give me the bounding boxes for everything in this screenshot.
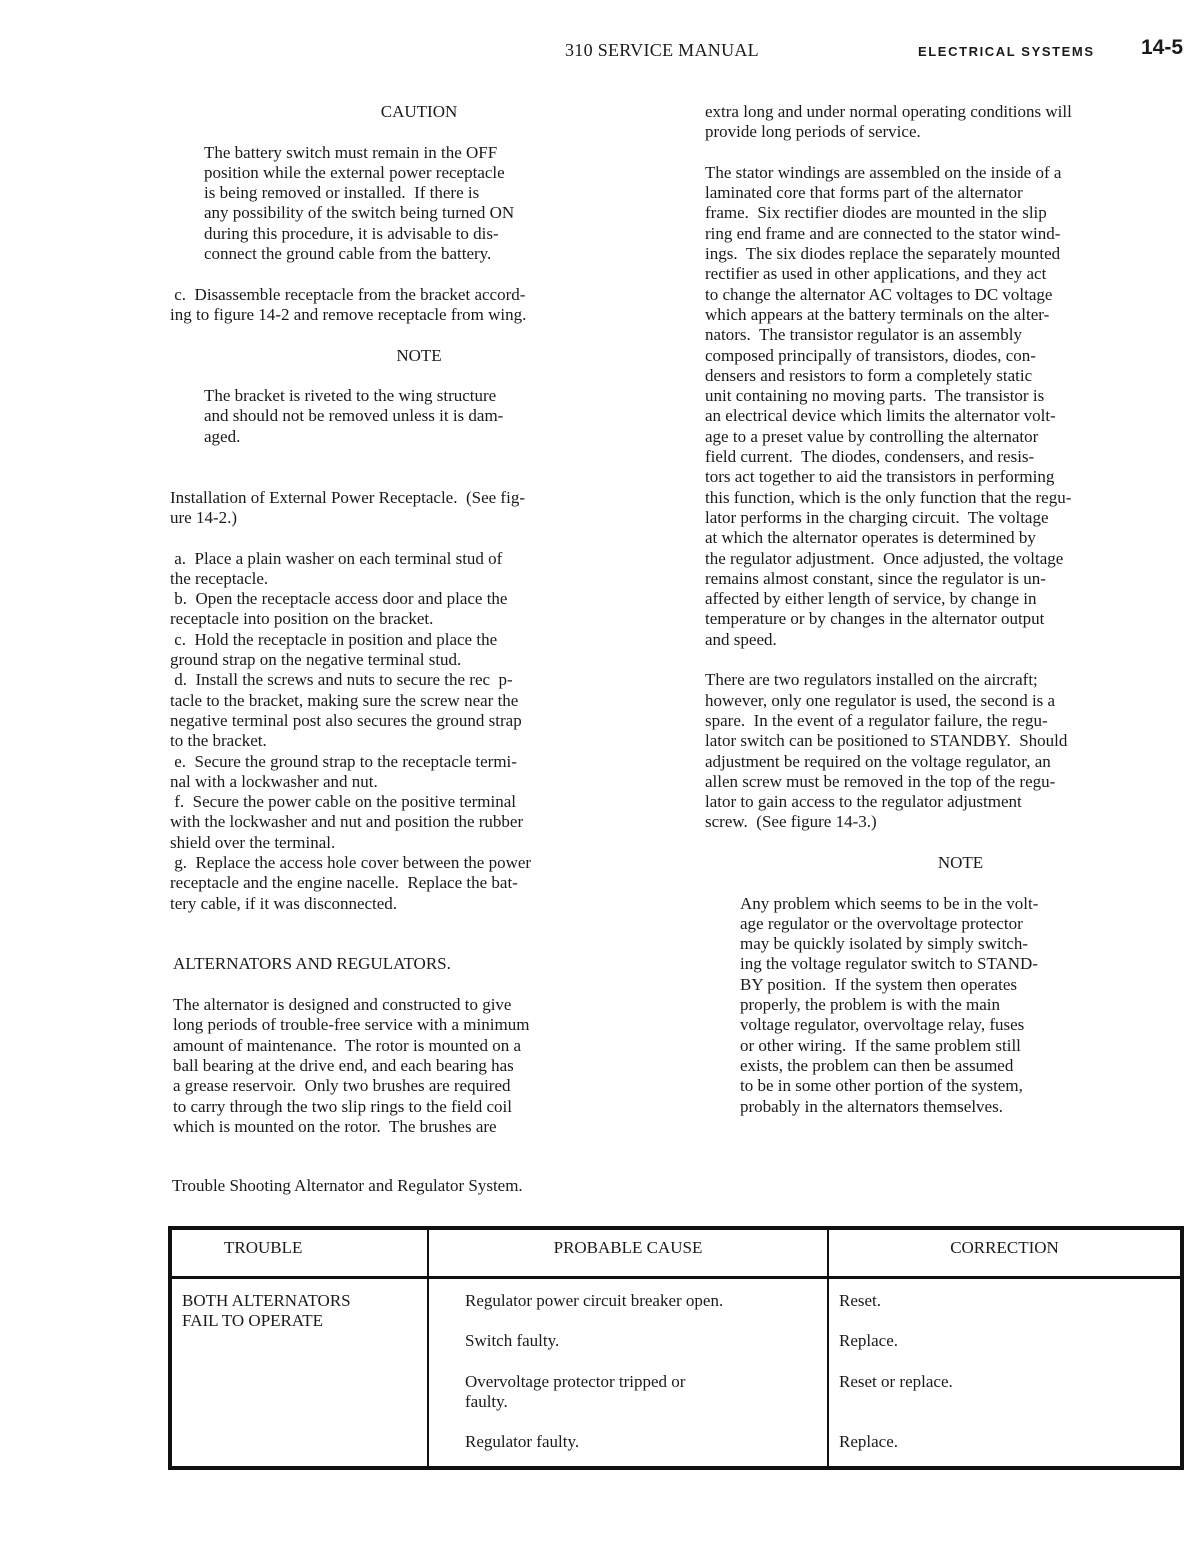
text-line: may be quickly isolated by simply switch- <box>740 934 1029 954</box>
text-line: ring end frame and are connected to the stator wind- <box>705 223 1061 243</box>
text-line: a grease reservoir. Only two brushes are required <box>173 1076 511 1096</box>
text-line: during this procedure, it is advisable to dis- <box>204 223 499 243</box>
text-line: nal with a lockwasher and nut. <box>170 771 378 791</box>
text-line: an electrical device which limits the alternator volt- <box>705 406 1056 426</box>
text-line: extra long and under normal operating conditions will <box>705 102 1072 121</box>
text-line: ground strap on the negative terminal stud. <box>170 650 462 670</box>
trouble-cell: BOTH ALTERNATORS FAIL TO OPERATE <box>170 1278 428 1469</box>
text-line: which appears at the battery terminals on the alter- <box>705 304 1050 324</box>
text-line: this function, which is the only function that the regu- <box>705 487 1072 507</box>
caution-heading: CAUTION <box>380 102 458 121</box>
text-line: lator performs in the charging circuit. The voltage <box>705 507 1049 527</box>
text-line: at which the alternator operates is determined by <box>705 528 1036 548</box>
header-trouble: TROUBLE <box>170 1228 428 1278</box>
text-line: screw. (See figure 14-3.) <box>705 812 877 832</box>
section-title: ELECTRICAL SYSTEMS <box>918 44 1095 59</box>
text-line: field current. The diodes, condensers, and resis- <box>705 447 1035 467</box>
text-line: c. Hold the receptacle in position and place the <box>170 629 498 649</box>
text-line: is being removed or installed. If there is <box>204 183 480 203</box>
text-line: ings. The six diodes replace the separately mounted <box>705 244 1061 264</box>
text-line: BY position. If the system then operates <box>740 974 1017 994</box>
text-line: negative terminal post also secures the ground strap <box>170 710 522 730</box>
manual-title: 310 SERVICE MANUAL <box>565 40 759 60</box>
text-line: to change the alternator AC voltages to DC voltage <box>705 284 1053 304</box>
removal-step-c <box>170 285 660 326</box>
text-line: allen screw must be removed in the top of the regu- <box>705 771 1056 791</box>
text-line: probably in the alternators themselves. <box>740 1096 1003 1116</box>
text-line: g. Replace the access hole cover between the power <box>170 852 532 872</box>
stator-paragraph <box>705 163 1190 650</box>
text-line: with the lockwasher and nut and position the rubber <box>170 812 524 832</box>
troubleshooting-table <box>168 1226 1184 1470</box>
text-line: e. Secure the ground strap to the receptacle termi- <box>170 751 517 771</box>
installation-heading <box>170 488 660 529</box>
text-line: to carry through the two slip rings to the field coil <box>173 1096 512 1116</box>
text-line: ing the voltage regulator switch to STAND- <box>740 954 1038 974</box>
text-line: or other wiring. If the same problem still <box>740 1035 1021 1055</box>
text-line: which is mounted on the rotor. The brushes are <box>173 1116 497 1136</box>
text-line: exists, the problem can then be assumed <box>740 1055 1014 1075</box>
text-line: lator switch can be positioned to STANDBY. Should <box>705 731 1068 751</box>
text-line: b. Open the receptacle access door and place the <box>170 589 508 609</box>
text-line: position while the external power receptacle <box>204 162 505 182</box>
text-line: affected by either length of service, by change in <box>705 589 1037 609</box>
text-line: receptacle into position on the bracket. <box>170 609 434 629</box>
text-line: the regulator adjustment. Once adjusted, the voltage <box>705 548 1064 568</box>
text-line: receptacle and the engine nacelle. Replace the bat- <box>170 873 518 893</box>
cause-item: Regulator faulty. <box>465 1432 580 1452</box>
alternators-paragraph <box>170 995 660 1137</box>
table-row <box>170 1278 1182 1469</box>
text-line: a. Place a plain washer on each terminal stud of <box>170 548 503 568</box>
text-line: age regulator or the overvoltage protector <box>740 913 1023 933</box>
right-column <box>705 102 1190 1117</box>
alternators-heading: ALTERNATORS AND REGULATORS. <box>173 954 451 974</box>
text-line: spare. In the event of a regulator failure, the regu- <box>705 710 1048 730</box>
text-line: composed principally of transistors, diodes, con- <box>705 345 1036 365</box>
text-line: adjustment be required on the voltage regulator, an <box>705 751 1051 771</box>
page-number: 14-5 <box>1141 36 1184 59</box>
caution-text <box>170 143 660 265</box>
note-heading: NOTE <box>396 345 442 365</box>
text-line: to the bracket. <box>170 731 267 751</box>
note-heading: NOTE <box>937 852 984 872</box>
text-line: Installation of External Power Receptacle. (See fig- <box>170 487 525 507</box>
text-line: d. Install the screws and nuts to secure the rec p- <box>170 670 513 690</box>
text-line: There are two regulators installed on the aircraft; <box>705 670 1038 690</box>
left-column <box>170 102 660 1137</box>
text-line: provide long periods of service. <box>705 122 921 142</box>
text-line: f. Secure the power cable on the positive terminal <box>170 792 517 812</box>
correction-cell <box>828 1278 1182 1469</box>
header-probable-cause: PROBABLE CAUSE <box>428 1228 828 1278</box>
troubleshooting-title: Trouble Shooting Alternator and Regulator System. <box>172 1176 523 1195</box>
text-line: remains almost constant, since the regulator is un- <box>705 568 1046 588</box>
correction-item: Reset or replace. <box>839 1371 953 1391</box>
text-line: unit containing no moving parts. The transistor is <box>705 386 1045 406</box>
text-line: laminated core that forms part of the alternator <box>705 183 1023 203</box>
correction-item: Reset. <box>839 1291 882 1310</box>
text-line: temperature or by changes in the alternator output <box>705 609 1045 629</box>
text-line: the receptacle. <box>170 568 269 588</box>
text-line: The alternator is designed and constructed to give <box>173 995 512 1015</box>
correction-item: Replace. <box>839 1432 898 1452</box>
text-line: connect the ground cable from the battery. <box>204 244 492 264</box>
text-line: properly, the problem is with the main <box>740 995 1000 1015</box>
cause-item: Overvoltage protector tripped or faulty. <box>465 1371 686 1411</box>
text-line: lator to gain access to the regulator adjustment <box>705 792 1022 812</box>
note-text <box>705 894 1190 1117</box>
text-line: amount of maintenance. The rotor is mounted on a <box>173 1035 522 1055</box>
table-header-row <box>170 1228 1182 1278</box>
text-line: frame. Six rectifier diodes are mounted in the slip <box>705 203 1047 223</box>
text-line: any possibility of the switch being turned ON <box>204 203 515 223</box>
regulators-paragraph <box>705 670 1190 832</box>
text-line: ing to figure 14-2 and remove receptacle from wing. <box>170 304 527 324</box>
text-line: long periods of trouble-free service with a minimum <box>173 1015 530 1035</box>
text-line: and speed. <box>705 629 777 649</box>
text-line: aged. <box>204 426 241 446</box>
brushes-paragraph <box>705 102 1190 143</box>
installation-steps <box>170 549 660 914</box>
cause-item: Switch faulty. <box>465 1331 560 1351</box>
cause-item: Regulator power circuit breaker open. <box>465 1291 724 1310</box>
text-line: The bracket is riveted to the wing structure <box>204 386 497 406</box>
text-line: to be in some other portion of the system, <box>740 1076 1023 1096</box>
text-line: ball bearing at the drive end, and each bearing has <box>173 1055 514 1075</box>
text-line: rectifier as used in other applications, and they act <box>705 264 1047 284</box>
correction-item: Replace. <box>839 1331 898 1351</box>
text-line: c. Disassemble receptacle from the bracket accord- <box>170 284 526 304</box>
text-line: ure 14-2.) <box>170 507 238 527</box>
text-line: and should not be removed unless it is dam- <box>204 406 504 426</box>
text-line: densers and resistors to form a completely static <box>705 365 1033 385</box>
text-line: however, only one regulator is used, the second is a <box>705 690 1056 710</box>
text-line: age to a preset value by controlling the alternator <box>705 426 1039 446</box>
text-line: tors act together to aid the transistors in performing <box>705 467 1055 487</box>
text-line: shield over the terminal. <box>170 832 336 852</box>
text-line: nators. The transistor regulator is an assembly <box>705 325 1022 345</box>
text-line: The stator windings are assembled on the inside of a <box>705 162 1062 182</box>
note-text <box>170 386 660 447</box>
cause-cell <box>428 1278 828 1469</box>
text-line: voltage regulator, overvoltage relay, fuses <box>740 1015 1025 1035</box>
text-line: tacle to the bracket, making sure the screw near the <box>170 690 519 710</box>
text-line: Any problem which seems to be in the volt- <box>740 893 1039 913</box>
text-line: tery cable, if it was disconnected. <box>170 893 398 913</box>
header-correction: CORRECTION <box>828 1228 1182 1278</box>
text-line: The battery switch must remain in the OFF <box>204 142 498 162</box>
